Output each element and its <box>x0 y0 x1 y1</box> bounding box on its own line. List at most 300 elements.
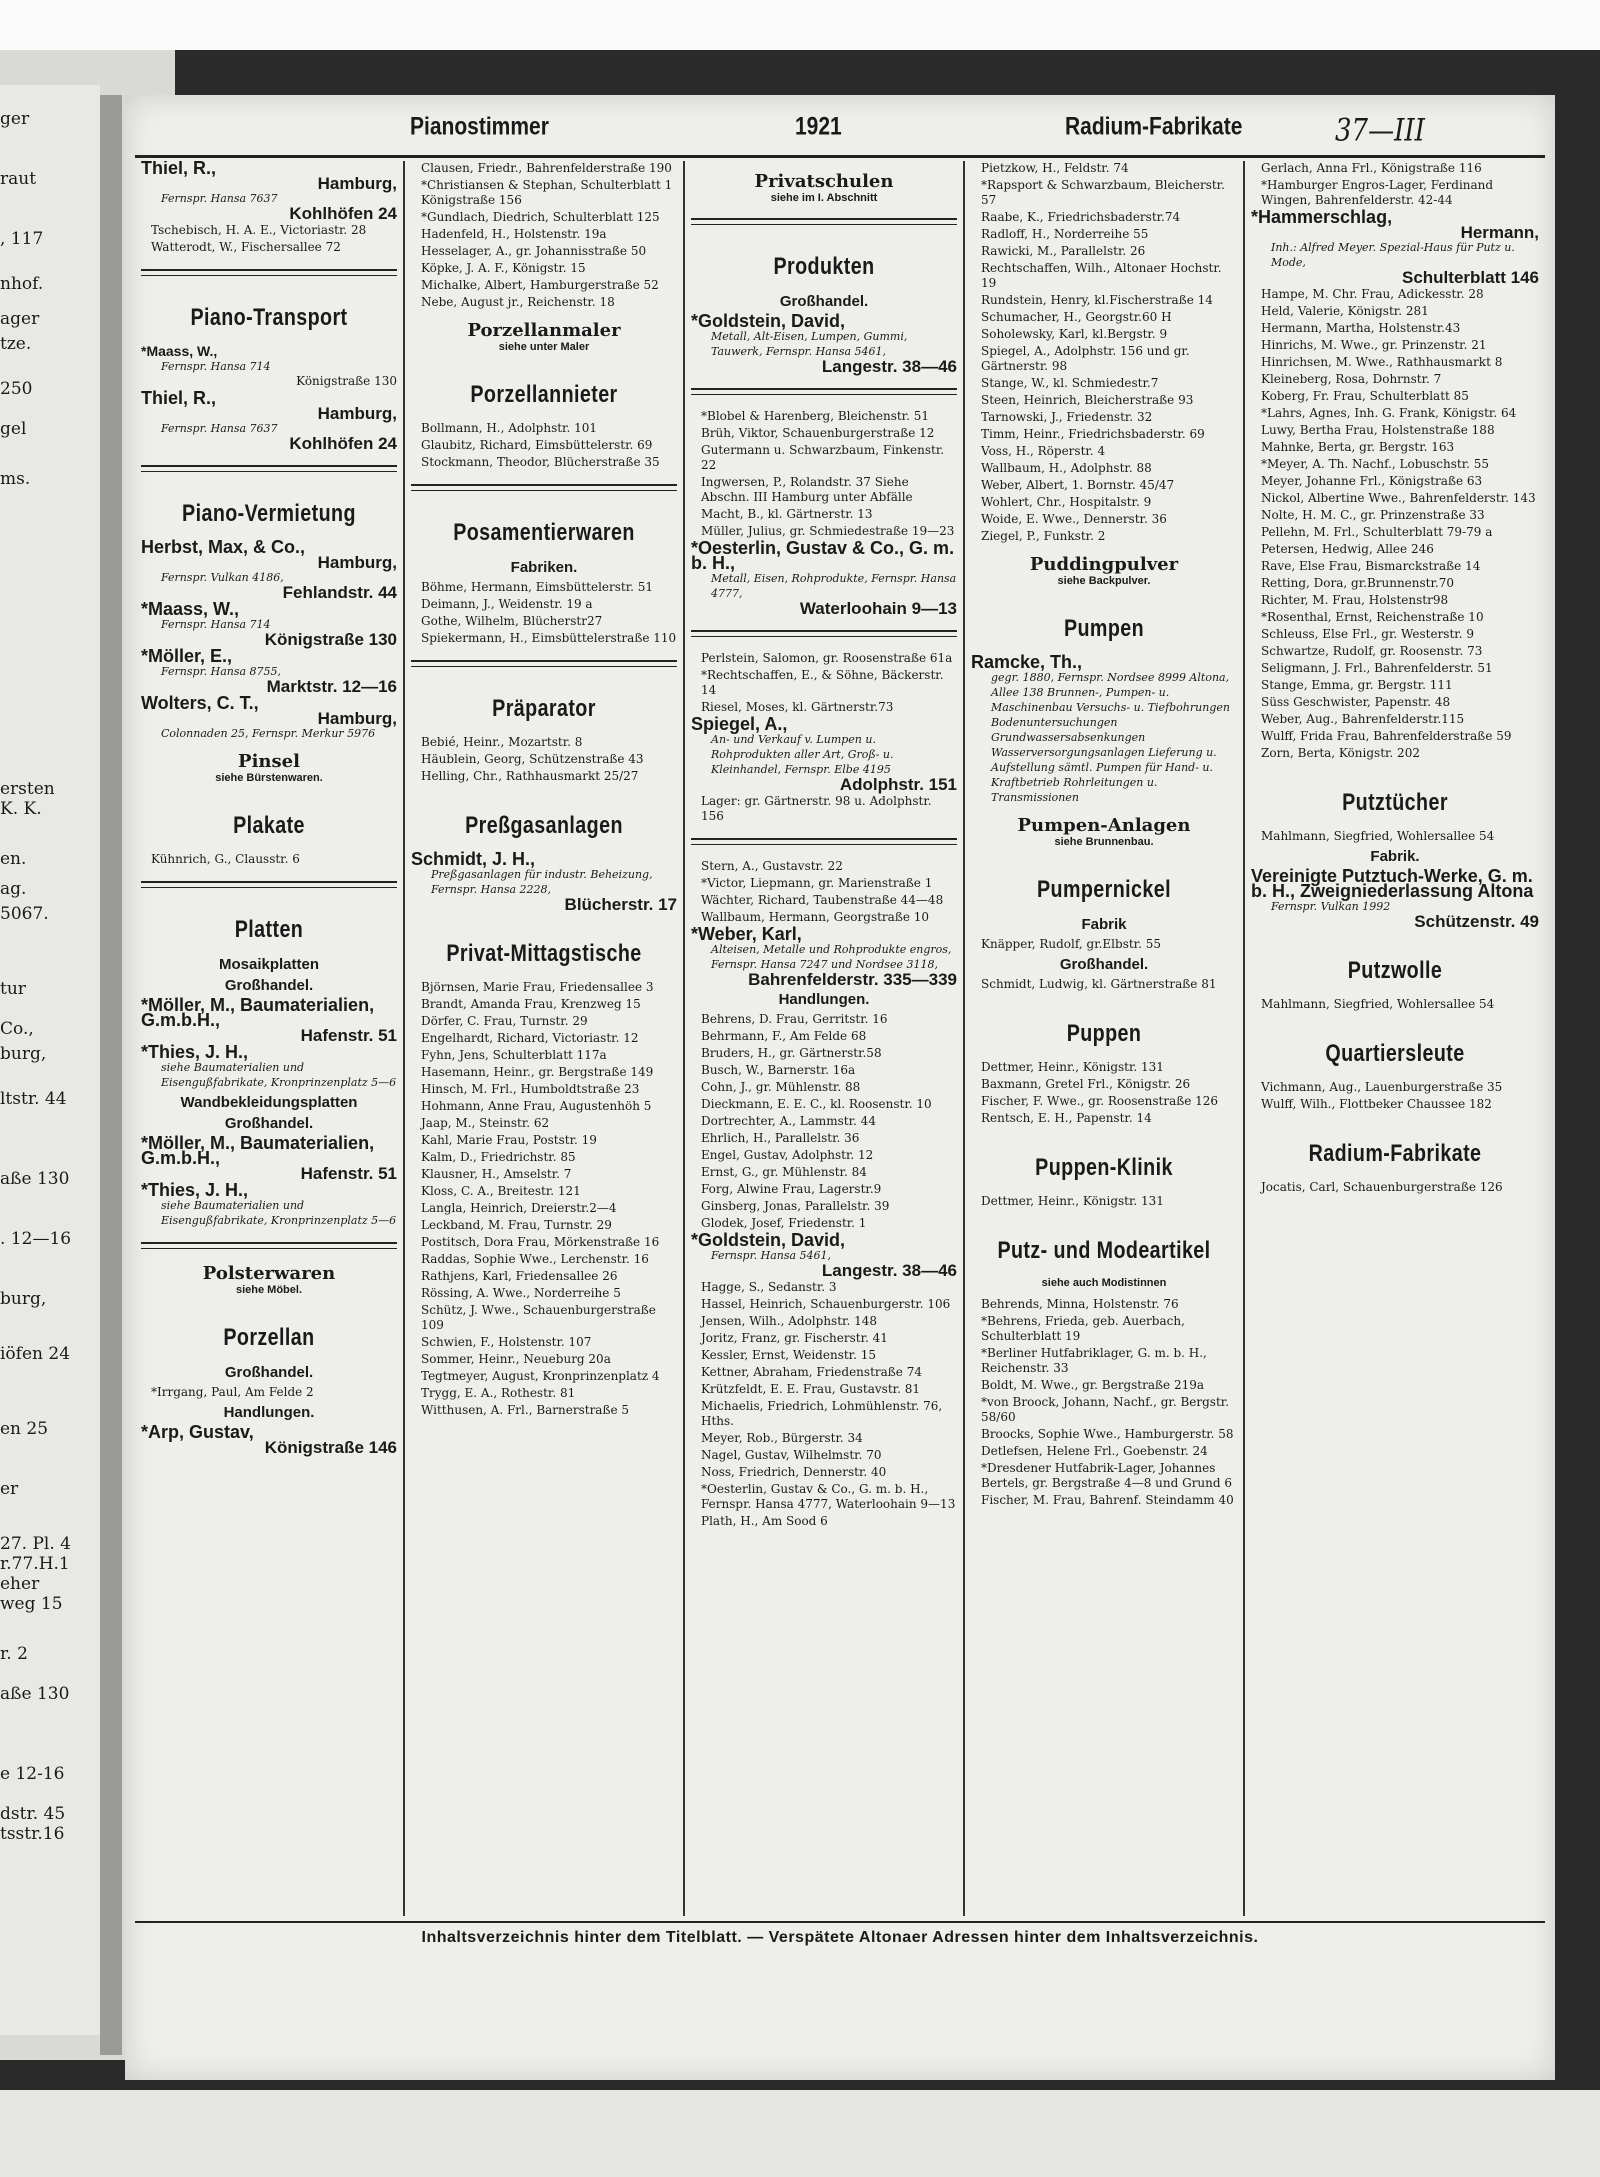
directory-entry <box>1251 627 1539 642</box>
entry-address: Tarnowski, J., Friedenstr. 32 <box>981 410 1153 424</box>
directory-entry <box>691 1348 957 1363</box>
category-heading: Preßgasanlagen <box>465 812 623 839</box>
entry-address: Hinrichs, M. Wwe., gr. Prinzenstr. 21 <box>1261 338 1487 352</box>
directory-entry <box>691 1080 957 1095</box>
directory-page <box>125 95 1555 2080</box>
entry-address: *Rechtschaffen, E., & Söhne, Bäckerstr. 14 <box>701 668 944 697</box>
section-divider <box>411 484 677 491</box>
directory-entry <box>1251 423 1539 438</box>
previous-page-fragment: 250 <box>0 379 33 399</box>
directory-entry <box>691 1012 957 1027</box>
category-heading: Posamentierwaren <box>453 519 635 546</box>
header-page-number: 37—III <box>1335 113 1425 149</box>
directory-entry <box>411 1269 677 1284</box>
entry-address: Kühnrich, G., Clausstr. 6 <box>151 852 300 866</box>
entry-address: Wulff, Frida Frau, Bahrenfelderstraße 59 <box>1261 729 1512 743</box>
directory-entry <box>971 227 1237 242</box>
directory-entry <box>971 410 1237 425</box>
directory-entry <box>411 1116 677 1131</box>
entry-address: Stange, Emma, gr. Bergstr. 111 <box>1261 678 1453 692</box>
directory-entry <box>1251 161 1539 176</box>
directory-entry <box>691 1514 957 1529</box>
entry-address: Kohlhöfen 24 <box>289 204 397 223</box>
entry-address: Langla, Heinrich, Dreierstr.2—4 <box>421 1201 617 1215</box>
category-heading: Putztücher <box>1342 789 1448 816</box>
directory-entry <box>411 455 677 470</box>
directory-entry <box>971 1094 1237 1109</box>
directory-entry <box>691 1046 957 1061</box>
entry-address: Radloff, H., Norderreihe 55 <box>981 227 1149 241</box>
category-heading: Quartiersleute <box>1325 1040 1465 1067</box>
entry-address: Luwy, Bertha Frau, Holstenstraße 188 <box>1261 423 1495 437</box>
entry-address: Kalm, D., Friedrichstr. 85 <box>421 1150 576 1164</box>
previous-page-fragment: . 12—16 <box>0 1229 72 1249</box>
entry-address: Watterodt, W., Fischersallee 72 <box>151 240 341 254</box>
entry-name: *Möller, E., <box>141 646 233 666</box>
entry-address: Postitsch, Dora Frau, Mörkenstraße 16 <box>421 1235 660 1249</box>
entry-address: Rave, Else Frau, Bismarckstraße 14 <box>1261 559 1481 573</box>
entry-address: Spiekermann, H., Eimsbüttelerstraße 110 <box>421 631 677 645</box>
entry-name: *Hammerschlag, <box>1251 207 1393 227</box>
directory-entry <box>691 893 957 908</box>
entry-address: Tegtmeyer, August, Kronprinzenplatz 4 <box>421 1369 660 1383</box>
entry-address: Dettmer, Heinr., Königstr. 131 <box>981 1060 1164 1074</box>
entry-address: Jocatis, Carl, Schauenburgerstraße 126 <box>1261 1180 1503 1194</box>
previous-page-fragment: aße 130 <box>0 1684 70 1704</box>
directory-entry <box>691 1199 957 1214</box>
directory-entry <box>411 421 677 436</box>
entry-address: Ingwersen, P., Rolandstr. 37 Siehe Abschn. III Hamburg unter Abfälle <box>701 475 913 504</box>
entry-name: Ramcke, Th., <box>971 652 1083 672</box>
entry-address: Engelhardt, Richard, Victoriastr. 12 <box>421 1031 639 1045</box>
directory-entry <box>411 1031 677 1046</box>
entry-address: Behrmann, F., Am Felde 68 <box>701 1029 867 1043</box>
entry-address: Dieckmann, E. E. C., kl. Roosenstr. 10 <box>701 1097 932 1111</box>
entry-address: Mahnke, Berta, gr. Bergstr. 163 <box>1261 440 1455 454</box>
entry-address: Witthusen, A. Frl., Barnerstraße 5 <box>421 1403 630 1417</box>
directory-entry <box>1251 661 1539 676</box>
entry-address: Richter, M. Frau, Holstenstr98 <box>1261 593 1449 607</box>
subcategory-heading: Fabrik <box>1081 916 1127 933</box>
entry-address: Hohmann, Anne Frau, Augustenhöh 5 <box>421 1099 652 1113</box>
directory-entry <box>411 244 677 259</box>
entry-note: siehe Baumaterialien und Eisengußfabrikate, Kronprinzenplatz 5—6 <box>161 1199 397 1227</box>
directory-entry <box>971 310 1237 325</box>
subcategory-heading: Großhandel. <box>224 977 314 994</box>
entry-address: Weber, Albert, 1. Bornstr. 45/47 <box>981 478 1175 492</box>
entry-name: *Goldstein, David, <box>691 1230 846 1250</box>
entry-address: Noss, Friedrich, Dennerstr. 40 <box>701 1465 887 1479</box>
entry-address: Forg, Alwine Frau, Lagerstr.9 <box>701 1182 882 1196</box>
directory-entry <box>141 223 397 238</box>
previous-page-fragment: ms. <box>0 469 31 489</box>
entry-address: Schwartze, Rudolf, gr. Roosenstr. 73 <box>1261 644 1483 658</box>
directory-entry <box>691 700 957 715</box>
entry-address: Zorn, Berta, Königstr. 202 <box>1261 746 1420 760</box>
previous-page-fragment: r.77.H.1 <box>0 1554 70 1574</box>
subcategory-heading: Großhandel. <box>224 1364 314 1381</box>
directory-entry <box>691 538 957 618</box>
previous-page-fragment: 27. Pl. 4 <box>0 1534 71 1554</box>
directory-entry <box>971 652 1237 805</box>
directory-columns <box>135 161 1545 1916</box>
entry-address: Ginsberg, Jonas, Parallelstr. 39 <box>701 1199 890 1213</box>
directory-entry <box>141 161 397 221</box>
directory-entry <box>1251 746 1539 761</box>
section-divider <box>411 660 677 667</box>
entry-address: Böhme, Hermann, Eimsbüttelerstr. 51 <box>421 580 654 594</box>
previous-page-fragment: ersten <box>0 779 55 799</box>
entry-address: Schützenstr. 49 <box>1414 912 1539 931</box>
directory-entry <box>1251 997 1539 1012</box>
directory-entry <box>1251 1180 1539 1195</box>
directory-entry <box>971 427 1237 442</box>
entry-note: Inh.: Alfred Meyer. Spezial-Haus für Putz u. Mode, <box>1271 241 1515 269</box>
header-year: 1921 <box>795 113 842 141</box>
directory-entry <box>971 244 1237 259</box>
entry-address: Häublein, Georg, Schützenstraße 43 <box>421 752 644 766</box>
entry-name: *Möller, M., Baumaterialien, G.m.b.H., <box>141 1133 375 1168</box>
entry-address: Hassel, Heinrich, Schauenburgerstr. 106 <box>701 1297 951 1311</box>
directory-entry <box>691 924 957 989</box>
previous-page-fragment: weg 15 <box>0 1594 63 1614</box>
entry-address: Nagel, Gustav, Wilhelmstr. 70 <box>701 1448 882 1462</box>
entry-address: Behrends, Minna, Holstenstr. 76 <box>981 1297 1179 1311</box>
subcategory-heading: Handlungen. <box>223 1404 315 1421</box>
directory-entry <box>411 1201 677 1216</box>
entry-address: Hinsch, M. Frl., Humboldtstraße 23 <box>421 1082 640 1096</box>
entry-address: Riesel, Moses, kl. Gärtnerstr.73 <box>701 700 894 714</box>
directory-entry <box>1251 559 1539 574</box>
entry-address: Baxmann, Gretel Frl., Königstr. 26 <box>981 1077 1191 1091</box>
entry-address: Bebié, Heinr., Mozartstr. 8 <box>421 735 583 749</box>
directory-entry <box>691 1097 957 1112</box>
entry-address: Hafenstr. 51 <box>300 1164 397 1183</box>
previous-page-fragment: en 25 <box>0 1419 49 1439</box>
see-reference: siehe unter Maler <box>498 341 590 353</box>
entry-address: *Oesterlin, Gustav & Co., G. m. b. H., Fernspr. Hansa 4777, Waterloohain 9—13 <box>701 1482 956 1511</box>
entry-address: *Hamburger Engros-Lager, Ferdinand Wingen, Bahrenfelderstr. 42-44 <box>1261 178 1494 207</box>
entry-address: Schulterblatt 146 <box>1402 268 1539 287</box>
entry-address: Wulff, Wilh., Flottbeker Chaussee 182 <box>1261 1097 1492 1111</box>
entry-address: Sommer, Heinr., Neueburg 20a <box>421 1352 611 1366</box>
entry-address: Hamburg, <box>317 709 397 728</box>
entry-name: Wolters, C. T., <box>141 693 259 713</box>
previous-page-fragment: tur <box>0 979 26 999</box>
directory-entry <box>971 512 1237 527</box>
entry-address: Dörfer, C. Frau, Turnstr. 29 <box>421 1014 588 1028</box>
directory-entry <box>691 1029 957 1044</box>
directory-entry <box>411 1184 677 1199</box>
category-heading: Putzwolle <box>1347 957 1443 984</box>
directory-entry <box>1251 712 1539 727</box>
directory-entry <box>971 1395 1237 1425</box>
previous-page-fragment: er <box>0 1479 19 1499</box>
entry-address: Fischer, F. Wwe., gr. Roosenstraße 126 <box>981 1094 1219 1108</box>
directory-entry <box>1251 355 1539 370</box>
entry-address: Glaubitz, Richard, Eimsbüttelerstr. 69 <box>421 438 653 452</box>
directory-entry <box>691 1399 957 1429</box>
directory-entry <box>411 769 677 784</box>
entry-address: Rundstein, Henry, kl.Fischerstraße 14 <box>981 293 1213 307</box>
directory-entry <box>691 1365 957 1380</box>
directory-entry <box>971 161 1237 176</box>
directory-entry <box>691 1382 957 1397</box>
entry-address: Tschebisch, H. A. E., Victoriastr. 28 <box>151 223 367 237</box>
directory-entry <box>691 507 957 522</box>
entry-address: Timm, Heinr., Friedrichsbaderstr. 69 <box>981 427 1205 441</box>
entry-address: Steen, Heinrich, Bleicherstraße 93 <box>981 393 1194 407</box>
entry-note: Fernspr. Vulkan 4186, <box>161 571 284 584</box>
entry-address: Vichmann, Aug., Lauenburgerstraße 35 <box>1261 1080 1503 1094</box>
entry-note: Metall, Eisen, Rohprodukte, Fernspr. Hansa 4777, <box>711 572 957 600</box>
entry-address: Hagge, S., Sedanstr. 3 <box>701 1280 837 1294</box>
entry-address: Cohn, J., gr. Mühlenstr. 88 <box>701 1080 861 1094</box>
directory-entry <box>971 1297 1237 1312</box>
entry-address: Raabe, K., Friedrichsbaderstr.74 <box>981 210 1181 224</box>
subcategory-heading: Fabrik. <box>1370 848 1420 865</box>
entry-name: *Maass, W., <box>141 343 218 359</box>
entry-address: Mahlmann, Siegfried, Wohlersallee 54 <box>1261 829 1495 843</box>
category-heading: Plakate <box>233 812 305 839</box>
directory-entry <box>971 393 1237 408</box>
directory-entry <box>411 1352 677 1367</box>
directory-entry <box>691 1465 957 1480</box>
directory-entry <box>971 1427 1237 1442</box>
entry-address: Woide, E. Wwe., Dennerstr. 36 <box>981 512 1167 526</box>
see-reference: siehe Backpulver. <box>1057 575 1151 587</box>
directory-column <box>685 161 965 1916</box>
entry-address: Rentsch, E. H., Papenstr. 14 <box>981 1111 1152 1125</box>
directory-entry <box>971 344 1237 374</box>
directory-entry <box>1251 542 1539 557</box>
directory-entry <box>971 529 1237 544</box>
directory-entry <box>971 1194 1237 1209</box>
category-heading: Piano-Transport <box>190 304 348 331</box>
directory-entry <box>1251 389 1539 404</box>
entry-address: Langestr. 38—46 <box>821 1261 957 1280</box>
category-heading-small: Pumpen-Anlagen <box>1017 815 1191 836</box>
directory-entry <box>1251 729 1539 744</box>
category-heading-small: Porzellanmaler <box>467 320 621 341</box>
category-heading: Präparator <box>492 695 596 722</box>
directory-entry <box>691 475 957 505</box>
directory-entry <box>971 1314 1237 1344</box>
entry-name: *Oesterlin, Gustav & Co., G. m. b. H., <box>691 538 955 573</box>
directory-entry <box>971 937 1237 952</box>
section-divider <box>141 881 397 888</box>
entry-address: Gothe, Wilhelm, Blücherstr27 <box>421 614 603 628</box>
directory-entry <box>1251 178 1539 208</box>
entry-address: Süss Geschwister, Papenstr. 48 <box>1261 695 1451 709</box>
entry-note: gegr. 1880, Fernspr. Nordsee 8999 Altona, Allee 138 Brunnen-, Pumpen- u. Maschinenbau Versuchs- u. Tiefbohrungen Bodenuntersuchungen Grundwassersabsenkungen Wasserversorgungsanlagen Lieferung u. Aufstellung sämtl. Pumpen für Hand- u. Kraftbetrieb Rohrleitungen u. Transmissionen <box>991 671 1230 804</box>
directory-entry <box>411 1048 677 1063</box>
directory-entry <box>691 443 957 473</box>
entry-name: Thiel, R., <box>141 161 217 178</box>
category-heading: Pumpernickel <box>1037 876 1171 903</box>
entry-address: Joritz, Franz, gr. Fischerstr. 41 <box>701 1331 888 1345</box>
entry-address: Boldt, M. Wwe., gr. Bergstraße 219a <box>981 1378 1205 1392</box>
entry-address: Koberg, Fr. Frau, Schulterblatt 85 <box>1261 389 1469 403</box>
directory-column <box>965 161 1245 1916</box>
previous-page-fragment: Co., <box>0 1019 34 1039</box>
section-divider <box>141 1242 397 1249</box>
entry-address: Rössing, A. Wwe., Norderreihe 5 <box>421 1286 621 1300</box>
directory-entry <box>411 1369 677 1384</box>
entry-address: *von Broock, Johann, Nachf., gr. Bergstr. 58/60 <box>981 1395 1230 1424</box>
directory-entry <box>971 1346 1237 1376</box>
directory-entry <box>1251 338 1539 353</box>
directory-entry <box>691 1431 957 1446</box>
entry-address: Seligmann, J. Frl., Bahrenfelderstr. 51 <box>1261 661 1493 675</box>
directory-entry <box>971 1077 1237 1092</box>
directory-entry <box>411 1403 677 1418</box>
previous-page-fragment: burg, <box>0 1044 47 1064</box>
entry-address: Adolphstr. 151 <box>839 775 957 794</box>
directory-entry <box>691 1114 957 1129</box>
directory-entry <box>411 1303 677 1333</box>
directory-entry <box>411 1133 677 1148</box>
entry-address: *Meyer, A. Th. Nachf., Lobuschstr. 55 <box>1261 457 1490 471</box>
entry-address: Marktstr. 12—16 <box>266 677 397 696</box>
entry-note: Metall, Alt-Eisen, Lumpen, Gummi, Tauwerk, Fernspr. Hansa 5461, <box>711 330 908 358</box>
directory-entry <box>141 1042 397 1090</box>
directory-entry <box>971 261 1237 291</box>
entry-address: *Victor, Liepmann, gr. Marienstraße 1 <box>701 876 933 890</box>
section-divider <box>141 269 397 276</box>
previous-page-fragment: r. 2 <box>0 1644 28 1664</box>
previous-page-fragment: ltstr. 44 <box>0 1089 67 1109</box>
directory-entry <box>1251 576 1539 591</box>
entry-address: Stern, A., Gustavstr. 22 <box>701 859 843 873</box>
directory-entry <box>1251 695 1539 710</box>
directory-entry <box>411 1218 677 1233</box>
directory-entry <box>691 1297 957 1312</box>
category-heading-small: Privatschulen <box>754 171 894 192</box>
entry-note: Fernspr. Hansa 714 <box>161 618 271 631</box>
directory-entry <box>141 599 397 649</box>
directory-entry <box>971 1378 1237 1393</box>
directory-entry <box>691 1230 957 1280</box>
directory-entry <box>411 1150 677 1165</box>
entry-address: Jensen, Wilh., Adolphstr. 148 <box>701 1314 877 1328</box>
category-heading: Pumpen <box>1063 615 1145 642</box>
entry-address: Klausner, H., Amselstr. 7 <box>421 1167 572 1181</box>
entry-address: Königstraße 130 <box>296 374 397 388</box>
entry-address: Brandt, Amanda Frau, Krenzweg 15 <box>421 997 641 1011</box>
entry-address: Schwien, F., Holstenstr. 107 <box>421 1335 592 1349</box>
directory-entry <box>411 1335 677 1350</box>
directory-entry <box>1251 1097 1539 1112</box>
entry-address: Hamburg, <box>317 404 397 423</box>
entry-address: *Berliner Hutfabriklager, G. m. b. H., Reichenstr. 33 <box>981 1346 1207 1375</box>
entry-address: Michaelis, Friedrich, Lohmühlenstr. 76, Hths. <box>701 1399 943 1428</box>
directory-entry <box>1251 678 1539 693</box>
directory-entry <box>141 388 397 453</box>
entry-address: Ziegel, P., Funkstr. 2 <box>981 529 1106 543</box>
entry-name: *Thies, J. H., <box>141 1042 249 1062</box>
directory-entry <box>1251 829 1539 844</box>
previous-page-fragment: aße 130 <box>0 1169 70 1189</box>
entry-address: *Irrgang, Paul, Am Felde 2 <box>151 1385 314 1399</box>
directory-entry <box>691 1165 957 1180</box>
category-heading: Privat-Mittagstische <box>446 940 642 967</box>
entry-address: Kessler, Ernst, Weidenstr. 15 <box>701 1348 876 1362</box>
entry-note: Fernspr. Hansa 714 <box>161 360 271 373</box>
entry-address: Jaap, M., Steinstr. 62 <box>421 1116 550 1130</box>
entry-address: Königstraße 130 <box>264 630 397 649</box>
directory-entry <box>971 376 1237 391</box>
directory-entry <box>971 1111 1237 1126</box>
directory-entry <box>411 278 677 293</box>
entry-address: Langestr. 38—46 <box>821 357 957 376</box>
directory-entry <box>1251 525 1539 540</box>
directory-entry <box>411 210 677 225</box>
directory-entry <box>691 1331 957 1346</box>
entry-address: Rechtschaffen, Wilh., Altonaer Hochstr. 19 <box>981 261 1222 290</box>
directory-entry <box>691 524 957 539</box>
entry-name: *Weber, Karl, <box>691 924 802 944</box>
entry-address: Michalke, Albert, Hamburgerstraße 52 <box>421 278 659 292</box>
directory-entry <box>411 752 677 767</box>
category-heading-small: Puddingpulver <box>1029 554 1179 575</box>
entry-address: Schütz, J. Wwe., Schauenburgerstraße 109 <box>421 1303 656 1332</box>
entry-address: Kohlhöfen 24 <box>289 434 397 453</box>
subcategory-heading: Fabriken. <box>510 559 578 576</box>
entry-address: Glodek, Josef, Friedenstr. 1 <box>701 1216 867 1230</box>
directory-entry <box>1251 1080 1539 1095</box>
entry-address: Wallbaum, Hermann, Georgstraße 10 <box>701 910 930 924</box>
entry-address: Stange, W., kl. Schmiedestr.7 <box>981 376 1159 390</box>
entry-address: *Blobel & Harenberg, Bleichenstr. 51 <box>701 409 929 423</box>
entry-address: Ernst, G., gr. Mühlenstr. 84 <box>701 1165 867 1179</box>
footer-rule <box>135 1921 1545 1923</box>
scan-bottom-margin <box>0 2090 1600 2177</box>
entry-name: Schmidt, J. H., <box>411 849 536 869</box>
category-heading-small: Pinsel <box>238 751 300 772</box>
entry-address: Müller, Julius, gr. Schmiedestraße 19—23 <box>701 524 955 538</box>
entry-address: Björnsen, Marie Frau, Friedensallee 3 <box>421 980 654 994</box>
entry-address: Petersen, Hedwig, Allee 246 <box>1261 542 1434 556</box>
entry-address: Fyhn, Jens, Schulterblatt 117a <box>421 1048 607 1062</box>
entry-address: Weber, Aug., Bahrenfelderstr.115 <box>1261 712 1465 726</box>
directory-entry <box>971 495 1237 510</box>
entry-address: Pellehn, M. Frl., Schulterblatt 79-79 a <box>1261 525 1493 539</box>
entry-address: Busch, W., Barnerstr. 16a <box>701 1063 856 1077</box>
directory-entry <box>141 344 397 389</box>
directory-entry <box>411 1082 677 1097</box>
category-heading: Piano-Vermietung <box>182 500 356 527</box>
section-divider <box>691 388 957 395</box>
category-heading: Produkten <box>773 253 875 280</box>
entry-address: Leckband, M. Frau, Turnstr. 29 <box>421 1218 612 1232</box>
entry-name: Vereinigte Putztuch-Werke, G. m. b. H., Zweigniederlassung Altona <box>1251 866 1534 901</box>
entry-address: Engel, Gustav, Adolphstr. 12 <box>701 1148 874 1162</box>
subcategory-heading: Handlungen. <box>778 991 870 1008</box>
entry-address: *Behrens, Frieda, geb. Auerbach, Schulterblatt 19 <box>981 1314 1185 1343</box>
directory-entry <box>691 1280 957 1295</box>
entry-name: *Maass, W., <box>141 599 240 619</box>
directory-entry <box>141 852 397 867</box>
directory-entry <box>691 409 957 424</box>
entry-address: Köpke, J. A. F., Königstr. 15 <box>421 261 586 275</box>
entry-address: Kettner, Abraham, Friedenstraße 74 <box>701 1365 922 1379</box>
entry-note: Fernspr. Hansa 7637 <box>161 422 278 435</box>
entry-address: Plath, H., Am Sood 6 <box>701 1514 828 1528</box>
entry-address: Kleineberg, Rosa, Dohrnstr. 7 <box>1261 372 1442 386</box>
entry-note: Colonnaden 25, Fernspr. Merkur 5976 <box>161 727 376 740</box>
directory-entry <box>141 693 397 741</box>
